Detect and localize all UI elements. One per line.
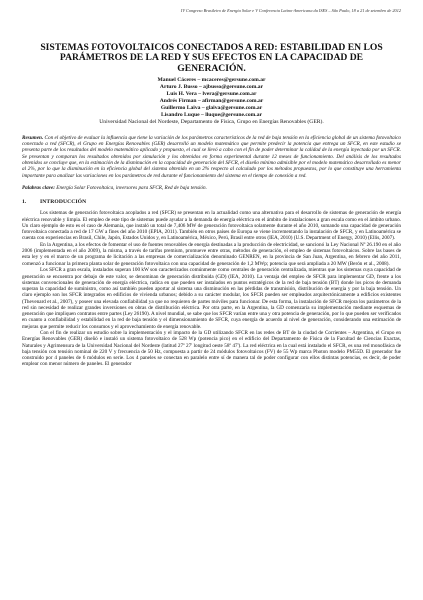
keywords-label: Palabras clave: [22,184,55,191]
abstract-text: Con el objetivo de evaluar la influencia que tiene la variación de los parámetros característicos de la red de baja tensión en la eficiencia global de un sistema fotovoltaico conectado a red (SFCR), el Grupo en Energías Renovables (GER) desarrolló un modelo matemático que permite predecir la potencia que entrega un SFCR, en este estudio se presenta parte de los resultados del modelo matemático aplicado y propuesto, el cual se llevó a cabo con el fin de poder determinar la calidad de la energía inyectada por un SFCR. Se presentan y comparan los resultados obtenidos por simulación y los obtenidos en forma experimental durante 12 meses de funcionamiento. Del análisis de los resultados obtenidos se concluye que, en la estimación de la disminución en la capacidad de generación del SFCR, el diseño mínimo admisible por el modelo matemático desarrollado es menor al 2%, por lo que la disminución en la eficiencia global del sistema obtenido en un 2% respecto al calculado por los métodos propuestos, por lo que constituye una herramienta importante para analizar las variaciones en los parámetros de red durante el funcionamiento del sistema en el tiempo de conexión a red. [22,134,402,179]
author-line: Guillermo Laiva – glaiva@gersune.com.ar [160,104,263,111]
author-line: Andrés Firman – afirman@gersune.com.ar [159,97,264,104]
affiliation: Universidad Nacional del Nordeste, Departamento de Física, Grupo en Energías Renovables (GER). [99,118,324,125]
author-line: Luis H. Vera – lvera@gersune.com.ar [166,91,257,98]
body-paragraph: Los SFCR a gran escala, instalados superan 100 kW son caracterizados comúnmente como centrales de generación centralizada, mientras que los sistemas cuya capacidad de generación se encuentra por debajo de este valor, se denominan de generación distribuida (GD) (IEA, 2010). La ventaja del empleo de SFCR para implementar GD, frente a los sistemas convencionales de generación de energía eléctrica, radica en que pueden ser instalados en puntos estratégicos de la red de baja tensión (BT) donde los picos de demanda superan la capacidad de suministro, como así también pueden aportar al sistema una disminución en las pérdidas de transmisión, distribución de energía y por la baja tensión. Un claro ejemplo son los SFCR integrados en edificios de vivienda urbanos; debido a su carácter modular, los SFCR pueden ser empleados arquitectónicamente a edificios existentes (Thevenard et al., 2007), y poseer una elevada confiabilidad ya que no requieren de partes móviles para funcionar. De esta forma, la instalación de SFCR mejora los parámetros de la red sin necesidad de realizar grandes inversiones en obras de distribución eléctrica. Por otra parte, en la Argentina, la GD comenzaría su implementación mediante esquemas de generación que impliquen contratos entre partes (Ley 26190). A nivel mundial, se sabe que los SFCR varían entre una y otra potencia de generación, por lo que pueden ser verificados en cuanto a confiabilidad y estabilidad en la red de baja tensión y el dimensionamiento de SFCR, cuya energía de acuerdo al nivel de generación, considerando una estimación de mejoras que permite reducir los consumos y el aprovechamiento de energía renovable. [22,267,401,330]
section-title: INTRODUCCIÓN [40,199,87,206]
author-line: Manuel Cáceres – mcaceres@gersune.com.ar [157,77,266,84]
keywords [22,185,401,191]
abstract-lead: Resumen. [22,134,44,141]
body-paragraph: En la Argentina, a los efectos de fomentar el uso de fuentes renovables de energía destinadas a la producción de electricidad, se sancionó la Ley Nacional Nº 26.190 en el año 2006 (implementada en el año 2009), la misma, a través de tarifas premium, promueve entre otras, métodos de generación, el empleo de sistemas fotovoltaicos. Sobre las bases de esta ley y en el marco de un programa de licitación a las empresas de comercialización denominado GENREN, en la provincia de San Juan, Argentina, en febrero del año 2011, comenzó a funcionar la primera planta solar de generación fotovoltaica con una capacidad de generación de 1,2 MWp; potencia que será ampliada a 20 MW (Berón et al., 2008). [22,241,401,267]
body-paragraph: Los sistemas de generación fotovoltaica acoplados a red (SFCR) se presentan en la actualidad como una alternativa para el desarrollo de sistemas de generación de energía eléctrica renovable y limpia. El empleo de este tipo de sistemas puede ayudar a la demanda de energía eléctrica en el ámbito de instalaciones a gran escala como en el ámbito urbano. Un claro ejemplo de esto es el caso de Alemania, que instaló un total de 7,406 MW de generación fotovoltaica solamente durante el año 2010, sumando una capacidad de generación fotovoltaica conectada a red de 17 GW a fines del año 2010 (EPIA, 2011). También en otros países de Europa se viene incrementando la instalación de SFCR, y en Latinoamérica se cuenta con experiencias en Brasil, Chile, Japón, Estados Unidos y, en Latinoamérica, México, Perú, Brasil entre otros (IEA, 2010) (U.S. Department of Energy, 2010) (Ellis, 2007). [22,210,401,242]
abstract [22,135,401,179]
conference-header: IV Congreso Brasileiro de Energia Solar e V Conferencia Latino-Americana da ISES – São Paulo, 18 a 21 de setembro de 2012 [180,8,401,13]
keywords-value: Energía Solar Fotovoltaica, inversores para SFCR, Red de baja tensión. [56,184,207,191]
author-list [22,77,401,118]
author-line: Lisandro Luque – lluque@gersune.com.ar [161,111,262,118]
body-paragraph: Con el fin de realizar un estudio sobre la implementación y el impacto de la GD utilizando SFCR en las redes de BT de la ciudad de Corrientes – Argentina, el Grupo en Energías Renovables (GER) diseñó e instaló un sistema fotovoltaico de 528 Wp (potencia pico) en el edificio del Departamento de Física de la Facultad de Ciencias Exactas, Naturales y Agrimensura de la Universidad Nacional del Nordeste (latitud 27º 27' longitud oeste 58º 47'). La red eléctrica en la cual está instalado el SFCR, es una red monofásica de baja tensión con tensión nominal de 220 V y frecuencia de 50 Hz, compuesta a partir de 24 módulos fotovoltaicos (FV) de 55 Wp marca Photon modelo PM55D. El generador fue construido por 4 paneles de 6 módulos en serie. Los 4 paneles se conectan en paralelo entre sí de manera tal de poder configurar con ellos distintas potencias, es decir, de poder emplear con menor número de paneles. El generador [22,330,401,368]
section-number: 1. [22,199,27,206]
section-heading [22,199,401,205]
paper-title: SISTEMAS FOTOVOLTAICOS CONECTADOS A RED: ESTABILIDAD EN LOS PARÁMETROS DE LA RED Y SUS EFECTOS EN LA CAPACIDAD DE GENERACIÓN. [40,42,383,74]
author-line: Arturo J. Busso – ajbusso@gersune.com.ar [159,84,264,91]
